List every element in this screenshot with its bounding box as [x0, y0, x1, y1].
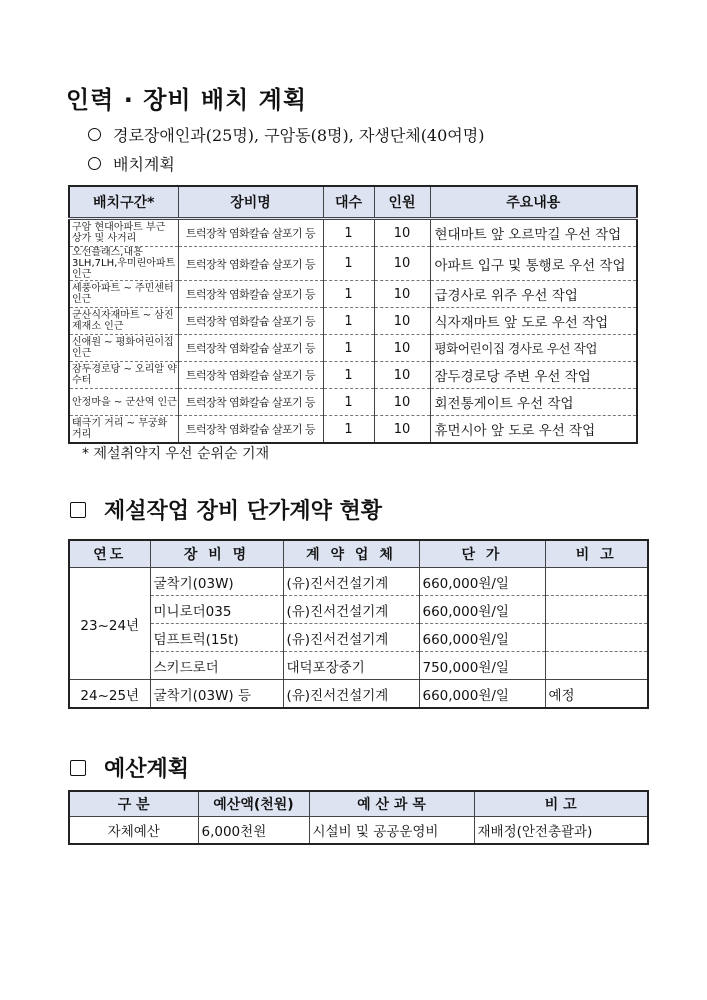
cell-remarks — [545, 568, 648, 596]
cell-section: 잠두경로당 ~ 오리알 약수터 — [69, 362, 178, 389]
cell-equipment: 스키드로더 — [150, 652, 283, 680]
cell-price: 660,000원/일 — [419, 680, 545, 709]
cell-content: 평화어린이집 경사로 우선 작업 — [430, 335, 637, 362]
cell-people: 10 — [374, 247, 430, 281]
cell-people: 10 — [374, 219, 430, 247]
cell-units: 1 — [323, 416, 374, 444]
cell-equipment: 트럭장착 염화칼슘 살포기 등 — [178, 389, 323, 416]
cell-equipment: 트럭장착 염화칼슘 살포기 등 — [178, 247, 323, 281]
cell-units: 1 — [323, 335, 374, 362]
header-equipment: 장비명 — [178, 186, 323, 219]
cell-people: 10 — [374, 389, 430, 416]
bullet-staffing-text: 경로장애인과(25명), 구암동(8명), 자생단체(40여명) — [113, 126, 485, 145]
cell-units: 1 — [323, 389, 374, 416]
cell-remarks — [545, 652, 648, 680]
cell-equipment: 트럭장착 염화칼슘 살포기 등 — [178, 362, 323, 389]
table-row — [69, 596, 648, 624]
section-title-budget — [70, 752, 189, 783]
table-row — [69, 335, 637, 362]
cell-equipment: 미니로더035 — [150, 596, 283, 624]
priority-note: * 제설취약지 우선 순위순 기재 — [82, 446, 270, 462]
cell-content: 휴먼시아 앞 도로 우선 작업 — [430, 416, 637, 444]
header-company: 계 약 업 체 — [283, 540, 419, 568]
cell-company: (유)진서건설기계 — [283, 680, 419, 709]
cell-category: 자체예산 — [107, 824, 160, 840]
table-row — [69, 362, 637, 389]
cell-equipment: 트럭장착 염화칼슘 살포기 등 — [178, 308, 323, 335]
header-content: 주요내용 — [430, 186, 637, 219]
cell-remarks: 예정 — [545, 680, 648, 709]
deployment-table-header — [69, 186, 637, 219]
cell-amount: 6,000천원 — [198, 817, 309, 845]
contract-table — [68, 539, 649, 709]
cell-content: 잠두경로당 주변 우선 작업 — [430, 362, 637, 389]
table-row — [69, 817, 648, 845]
section-title-contracts-text: 제설작업 장비 단가계약 현황 — [104, 499, 383, 524]
cell-year: 24~25년 — [69, 680, 150, 709]
circle-bullet-icon — [88, 128, 101, 141]
cell-section: 안정마을 ~ 군산역 인근 — [69, 389, 178, 416]
cell-equipment: 트럭장착 염화칼슘 살포기 등 — [178, 335, 323, 362]
cell-units: 1 — [323, 219, 374, 247]
section-title-staff-equipment: 인력 · 장비 배치 계획 — [66, 86, 308, 114]
cell-people: 10 — [374, 308, 430, 335]
cell-price: 750,000원/일 — [419, 652, 545, 680]
table-row — [69, 416, 637, 444]
table-row — [69, 652, 648, 680]
cell-subject: 시설비 및 공공운영비 — [309, 817, 474, 845]
cell-equipment: 트럭장착 염화칼슘 살포기 등 — [178, 416, 323, 444]
table-row — [69, 389, 637, 416]
cell-equipment: 굴착기(03W) 등 — [150, 680, 283, 709]
header-people: 인원 — [374, 186, 430, 219]
budget-table — [68, 790, 649, 845]
cell-content: 급경사로 위주 우선 작업 — [430, 281, 637, 308]
cell-units: 1 — [323, 247, 374, 281]
cell-content: 아파트 입구 및 통행로 우선 작업 — [430, 247, 637, 281]
cell-section: 오선플래스,내흥3LH,7LH,우미린아파트인근 — [69, 247, 178, 281]
bullet-staffing — [88, 123, 484, 146]
header-section: 배치구간* — [69, 186, 178, 219]
cell-section: 태극기 거리 ~ 무궁화 거리 — [72, 418, 168, 440]
cell-company: (유)진서건설기계 — [283, 568, 419, 596]
cell-remarks — [545, 596, 648, 624]
header-remarks: 비 고 — [545, 540, 648, 568]
table-row — [69, 247, 637, 281]
cell-section: 신애원 ~ 평화어린이집 인근 — [69, 335, 178, 362]
table-row — [69, 680, 648, 709]
header-year: 연도 — [69, 540, 150, 568]
cell-units: 1 — [323, 308, 374, 335]
cell-remarks: 재배정(안전총괄과) — [474, 817, 648, 845]
cell-company: 대덕포장중기 — [283, 652, 419, 680]
cell-company: (유)진서건설기계 — [283, 596, 419, 624]
circle-bullet-icon — [88, 157, 101, 170]
cell-price: 660,000원/일 — [419, 596, 545, 624]
header-budget-subject: 예 산 과 목 — [309, 791, 474, 817]
cell-section: 군산식자재마트 ~ 삼진제재소 인근 — [69, 308, 178, 335]
table-row — [69, 624, 648, 652]
table-row — [69, 568, 648, 596]
header-category: 구 분 — [69, 791, 198, 817]
table-row — [69, 219, 637, 247]
cell-people: 10 — [374, 281, 430, 308]
header-budget-remarks: 비 고 — [474, 791, 648, 817]
cell-content: 회전통게이트 우선 작업 — [430, 389, 637, 416]
cell-remarks — [545, 624, 648, 652]
table-row — [69, 281, 637, 308]
cell-units: 1 — [323, 281, 374, 308]
table-row — [69, 308, 637, 335]
cell-people: 10 — [374, 335, 430, 362]
cell-equipment: 트럭장착 염화칼슘 살포기 등 — [178, 281, 323, 308]
cell-equipment: 덤프트럭(15t) — [150, 624, 283, 652]
cell-price: 660,000원/일 — [419, 624, 545, 652]
cell-section: 세풍아파트 ~ 주민센터 인근 — [69, 281, 178, 308]
cell-company: (유)진서건설기계 — [283, 624, 419, 652]
bullet-deployment-text: 배치계획 — [113, 155, 175, 174]
section-title-budget-text: 예산계획 — [104, 757, 190, 782]
header-units: 대수 — [323, 186, 374, 219]
cell-people: 10 — [374, 362, 430, 389]
header-price: 단 가 — [419, 540, 545, 568]
cell-price: 660,000원/일 — [419, 568, 545, 596]
square-bullet-icon — [70, 502, 86, 518]
cell-units: 1 — [323, 362, 374, 389]
header-budget-amount: 예산액(천원) — [198, 791, 309, 817]
section-title-contracts — [70, 494, 382, 525]
cell-section: 구암 현대아파트 부근 상가 및 사거리 — [69, 219, 178, 247]
cell-year-group: 23~24년 — [80, 617, 140, 634]
header-equipment-name: 장 비 명 — [150, 540, 283, 568]
budget-table-header — [69, 791, 648, 817]
cell-people: 10 — [374, 416, 430, 444]
bullet-deployment-plan — [88, 152, 175, 175]
deployment-table — [68, 185, 638, 444]
cell-equipment: 트럭장착 염화칼슘 살포기 등 — [178, 219, 323, 247]
cell-content: 식자재마트 앞 도로 우선 작업 — [430, 308, 637, 335]
cell-content: 현대마트 앞 오르막길 우선 작업 — [430, 219, 637, 247]
square-bullet-icon — [70, 760, 86, 776]
contract-table-header — [69, 540, 648, 568]
cell-equipment: 굴착기(03W) — [150, 568, 283, 596]
